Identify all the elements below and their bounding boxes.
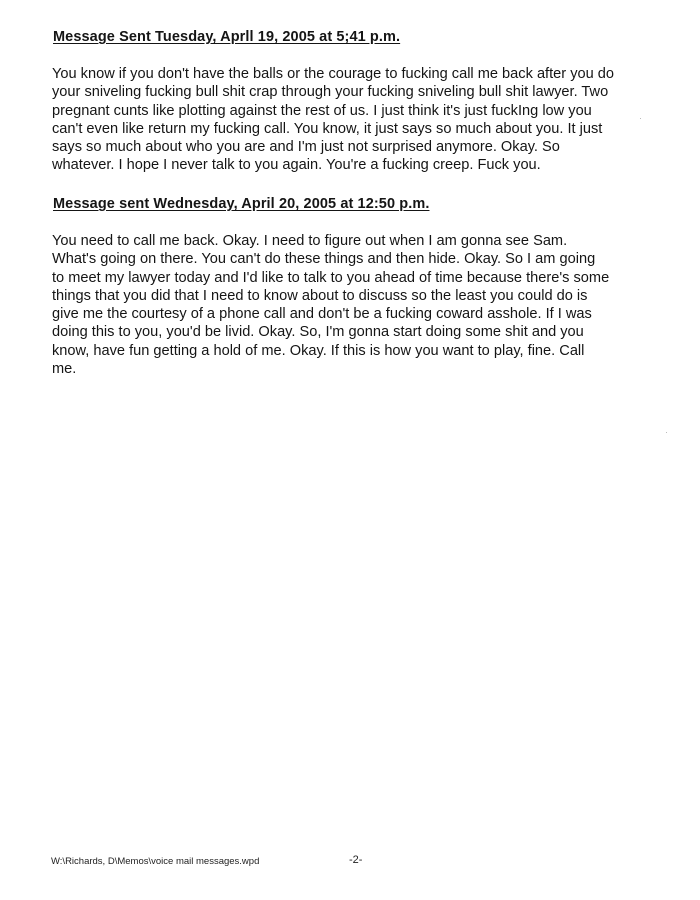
- scan-speck: [666, 432, 667, 433]
- message-1-line: says so much about who you are and I'm just not surprised anymore. Okay. So: [52, 139, 560, 156]
- message-2-line: things that you did that I need to know about to discuss so the least you could do is: [52, 287, 588, 304]
- message-2-line: know, have fun getting a hold of me. Okay. If this is how you want to play, fine. Call: [52, 342, 585, 359]
- message-2-line: to meet my lawyer today and I'd like to talk to you ahead of time because there's some: [52, 269, 610, 286]
- message-1-line: your sniveling fucking bull shit crap through your fucking sniveling bull shit lawyer. Two: [52, 84, 609, 101]
- message-1-line: pregnant cunts like plotting against the rest of us. I just think it's just fuckIng low you: [52, 102, 592, 119]
- message-1-line: whatever. I hope I never talk to you again. You're a fucking creep. Fuck you.: [52, 157, 541, 174]
- message-1-line: can't even like return my fucking call. You know, it just says so much about you. It just: [52, 120, 603, 137]
- message-1-heading: Message Sent Tuesday, Aprll 19, 2005 at 5;41 p.m.: [53, 29, 401, 45]
- footer-file-path: W:\Richards, D\Memos\voice mail messages.wpd: [51, 856, 260, 867]
- message-1-line: You know if you don't have the balls or the courage to fucking call me back after you do: [52, 66, 615, 82]
- message-2-line: give me the courtesy of a phone call and don't be a fucking coward asshole. If I was: [52, 306, 592, 323]
- message-1-body: [52, 65, 692, 175]
- page-footer: [51, 854, 363, 867]
- message-2-line: me.: [52, 361, 77, 378]
- scan-speck: [640, 118, 641, 119]
- message-2-line: What's going on there. You can't do these things and then hide. Okay. So I am going: [52, 251, 596, 268]
- message-2-body: [52, 232, 692, 378]
- footer-page-number: -2-: [349, 854, 363, 866]
- message-2-line: doing this to you, you'd be livid. Okay. So, I'm gonna start doing some shit and you: [52, 324, 584, 341]
- message-2-line: You need to call me back. Okay. I need to figure out when I am gonna see Sam.: [52, 233, 568, 249]
- message-2-heading: Message sent Wednesday, April 20, 2005 at 12:50 p.m.: [53, 196, 430, 212]
